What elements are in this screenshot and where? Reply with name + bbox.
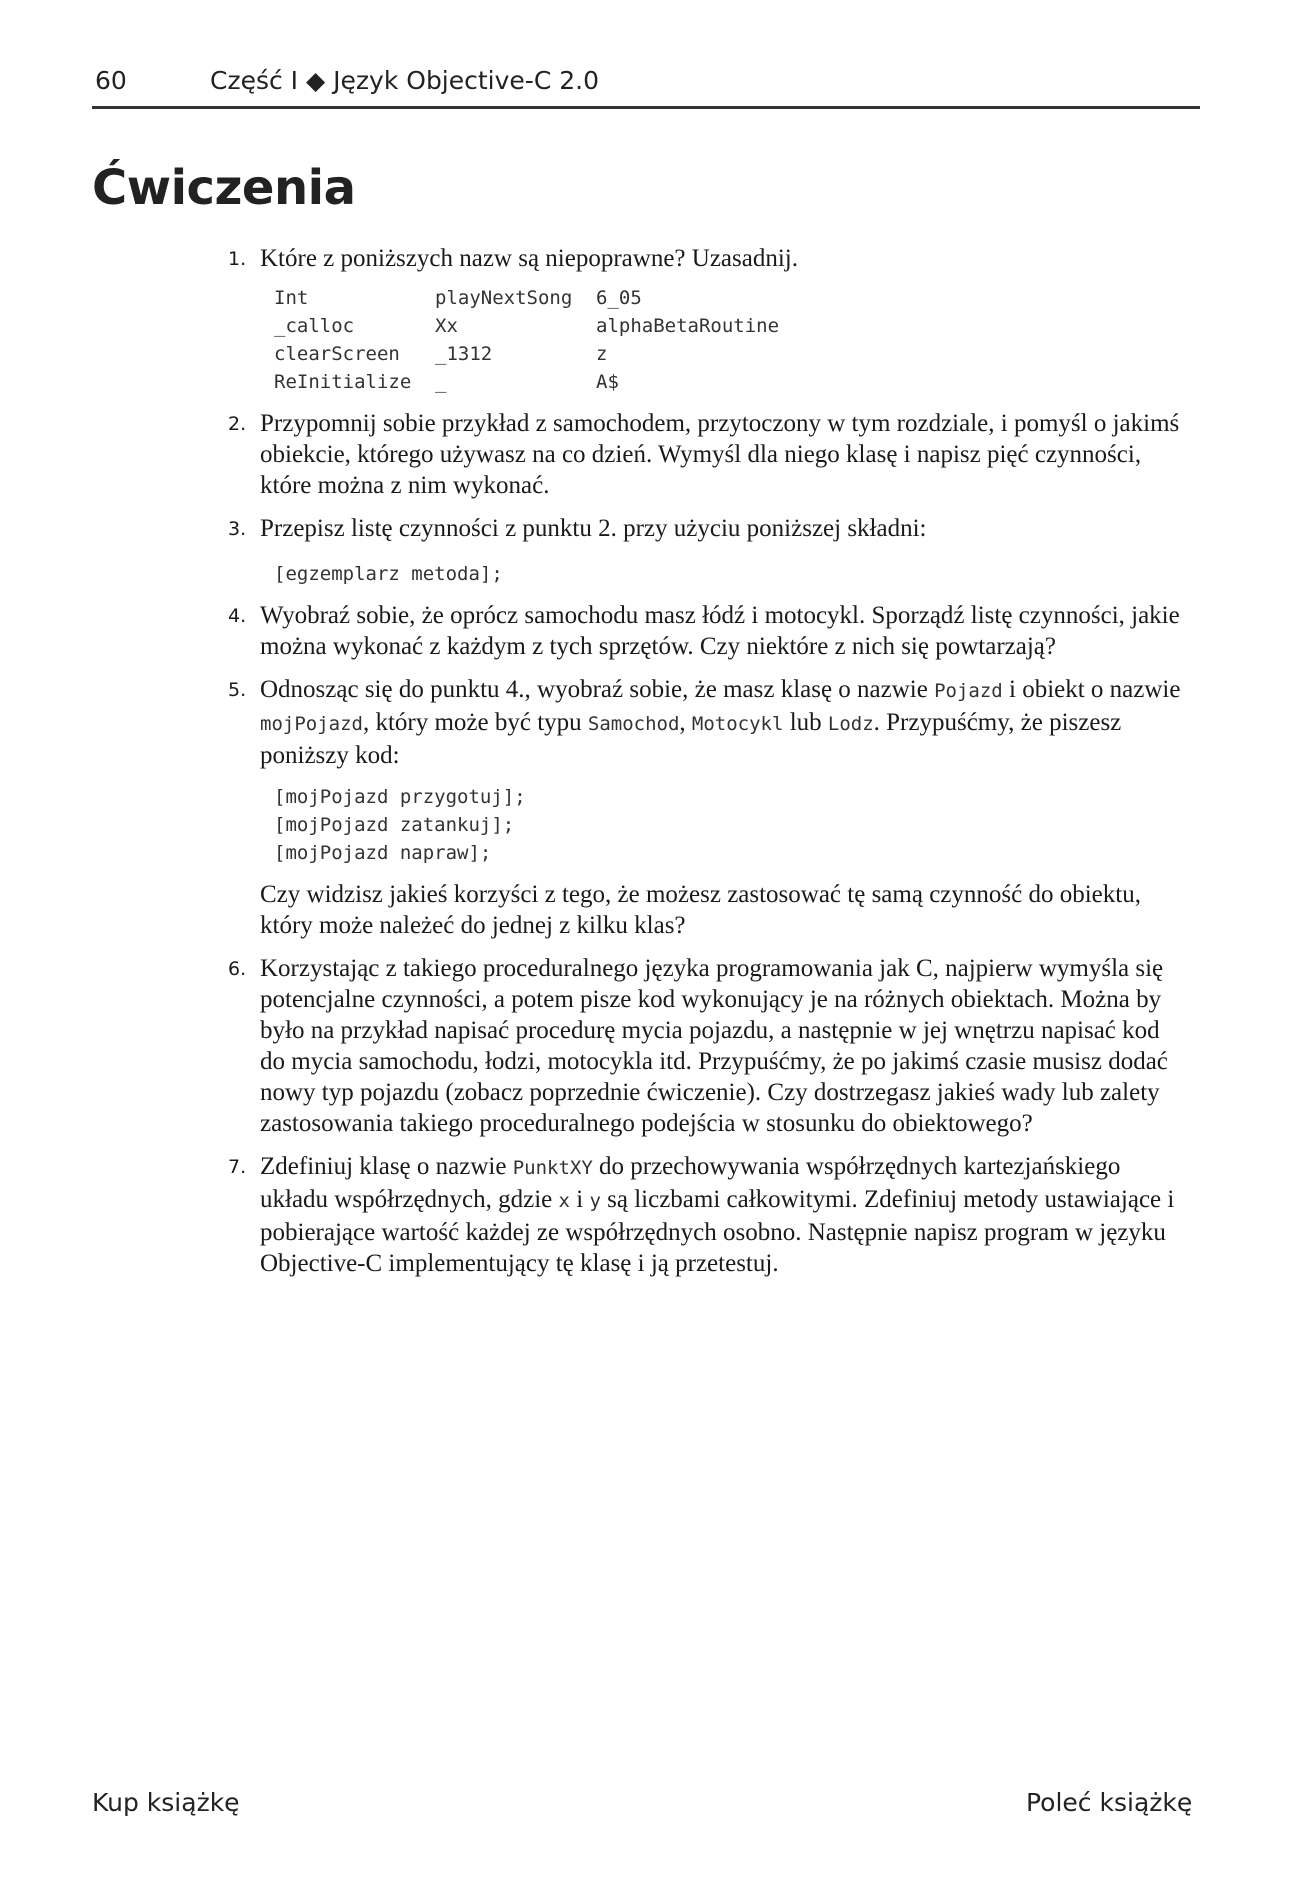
section-title: Ćwiczenia [92, 160, 356, 216]
text-run: i obiekt o nazwie [1009, 676, 1181, 703]
identifier-name: A$ [596, 371, 619, 393]
exercise-2 [228, 408, 1188, 501]
exercise-question: Czy widzisz jakieś korzyści z tego, że możesz zastosować tę samą czynność do obiektu, który może należeć do jednej z kilku klas? [260, 881, 1141, 939]
exercise-text: Które z poniższych nazw są niepoprawne? Uzasadnij. [260, 245, 798, 272]
exercise-text: Korzystając z takiego proceduralnego języka programowania jak C, najpierw wymyśla się potencjalne czynności, a potem pisze kod wykonujący je na różnych obiektach. Można by było na przykład napisać procedurę mycia pojazdu, a następnie w jej wnętrzu napisać kod do mycia samochodu, łodzi, motocykla itd. Przypuśćmy, że po jakimś czasie musisz dodać nowy typ pojazdu (zobacz poprzednie ćwiczenie). Czy dostrzegasz jakieś wady lub zalety zastosowania takiego proceduralnego podejścia w stosunku do obiektowego? [260, 955, 1168, 1137]
identifier-name: _1312 [435, 343, 493, 365]
exercise-7 [228, 1151, 1188, 1279]
inline-code: y [589, 1190, 601, 1212]
inline-code: Pojazd [934, 680, 1003, 702]
header-rule [92, 106, 1200, 109]
code-line: [mojPojazd przygotuj]; [274, 786, 526, 808]
exercise-number: 3 . [228, 514, 246, 545]
exercise-number: 5 . [228, 675, 246, 706]
code-snippet: [egzemplarz metoda]; [274, 563, 503, 585]
running-header [95, 66, 1200, 106]
exercise-6 [228, 953, 1188, 1139]
identifier-name: alphaBetaRoutine [596, 315, 780, 337]
identifier-name: Xx [435, 315, 458, 337]
recommend-book-link[interactable]: Poleć książkę [1026, 1788, 1193, 1817]
identifier-name: _ [435, 371, 447, 393]
text-run: , który może być typu [362, 709, 582, 736]
code-snippet [274, 783, 1188, 867]
exercise-text: Przypomnij sobie przykład z samochodem, przytoczony w tym rozdziale, i pomyśl o jakimś obiekcie, którego używasz na co dzień. Wymyśl dla niego klasę i napisz pięć czynności, które można z nim wykonać. [260, 410, 1180, 499]
identifier-name: Int [274, 287, 309, 309]
running-title: Część I ◆ Język Objective-C 2.0 [210, 66, 599, 95]
exercise-number: 6 . [228, 954, 246, 985]
identifier-name: playNextSong [435, 287, 573, 309]
page-number: 60 [95, 66, 127, 95]
inline-code: Motocykl [691, 713, 784, 735]
exercise-text [260, 1151, 1188, 1279]
exercise-text [260, 674, 1188, 771]
code-line: [mojPojazd napraw]; [274, 842, 492, 864]
identifier-name: ReInitialize [274, 371, 412, 393]
inline-code: PunktXY [512, 1157, 593, 1179]
text-run: Odnosząc się do punktu 4., wyobraź sobie, że masz klasę o nazwie [260, 676, 928, 703]
exercise-list [228, 243, 1188, 1279]
identifier-names-grid [274, 284, 1188, 396]
text-run: i [576, 1186, 584, 1213]
exercise-5 [228, 674, 1188, 941]
inline-code: Lodz [827, 713, 874, 735]
identifier-name: _calloc [274, 315, 355, 337]
identifier-name: clearScreen [274, 343, 400, 365]
exercise-number: 2 . [228, 409, 246, 440]
text-run: lub [789, 709, 822, 736]
exercise-text: Przepisz listę czynności z punktu 2. przy użyciu poniższej składni: [260, 515, 927, 542]
code-line: [mojPojazd zatankuj]; [274, 814, 515, 836]
identifier-name: z [596, 343, 608, 365]
exercise-number: 4 . [228, 601, 246, 632]
text-run: . Przypuśćmy, że piszesz poniższy kod: [260, 709, 1122, 769]
inline-code: Samochod [587, 713, 680, 735]
inline-code: x [558, 1190, 570, 1212]
exercise-number: 1 . [228, 244, 246, 275]
exercise-1 [228, 243, 1188, 396]
text-run: do przechowywania współrzędnych kartezjańskiego układu współrzędnych, gdzie [260, 1153, 1121, 1213]
text-run: Zdefiniuj klasę o nazwie [260, 1153, 507, 1180]
identifier-name: 6_05 [596, 287, 642, 309]
buy-book-link[interactable]: Kup książkę [92, 1788, 240, 1817]
inline-code: mojPojazd [260, 713, 363, 735]
text-run: są liczbami całkowitymi. Zdefiniuj metody ustawiające i pobierające wartość każdej ze współrzędnych osobno. Następnie napisz program w języku Objective-C implementujący tę klasę i ją przetestuj. [260, 1186, 1175, 1277]
exercise-4 [228, 600, 1188, 662]
exercise-3 [228, 513, 1188, 588]
text-run: , [679, 709, 686, 736]
exercise-number: 7 . [228, 1152, 246, 1183]
exercise-text: Wyobraź sobie, że oprócz samochodu masz łódź i motocykl. Sporządź listę czynności, jakie można wykonać z każdym z tych sprzętów. Czy niektóre z nich się powtarzają? [260, 602, 1180, 660]
